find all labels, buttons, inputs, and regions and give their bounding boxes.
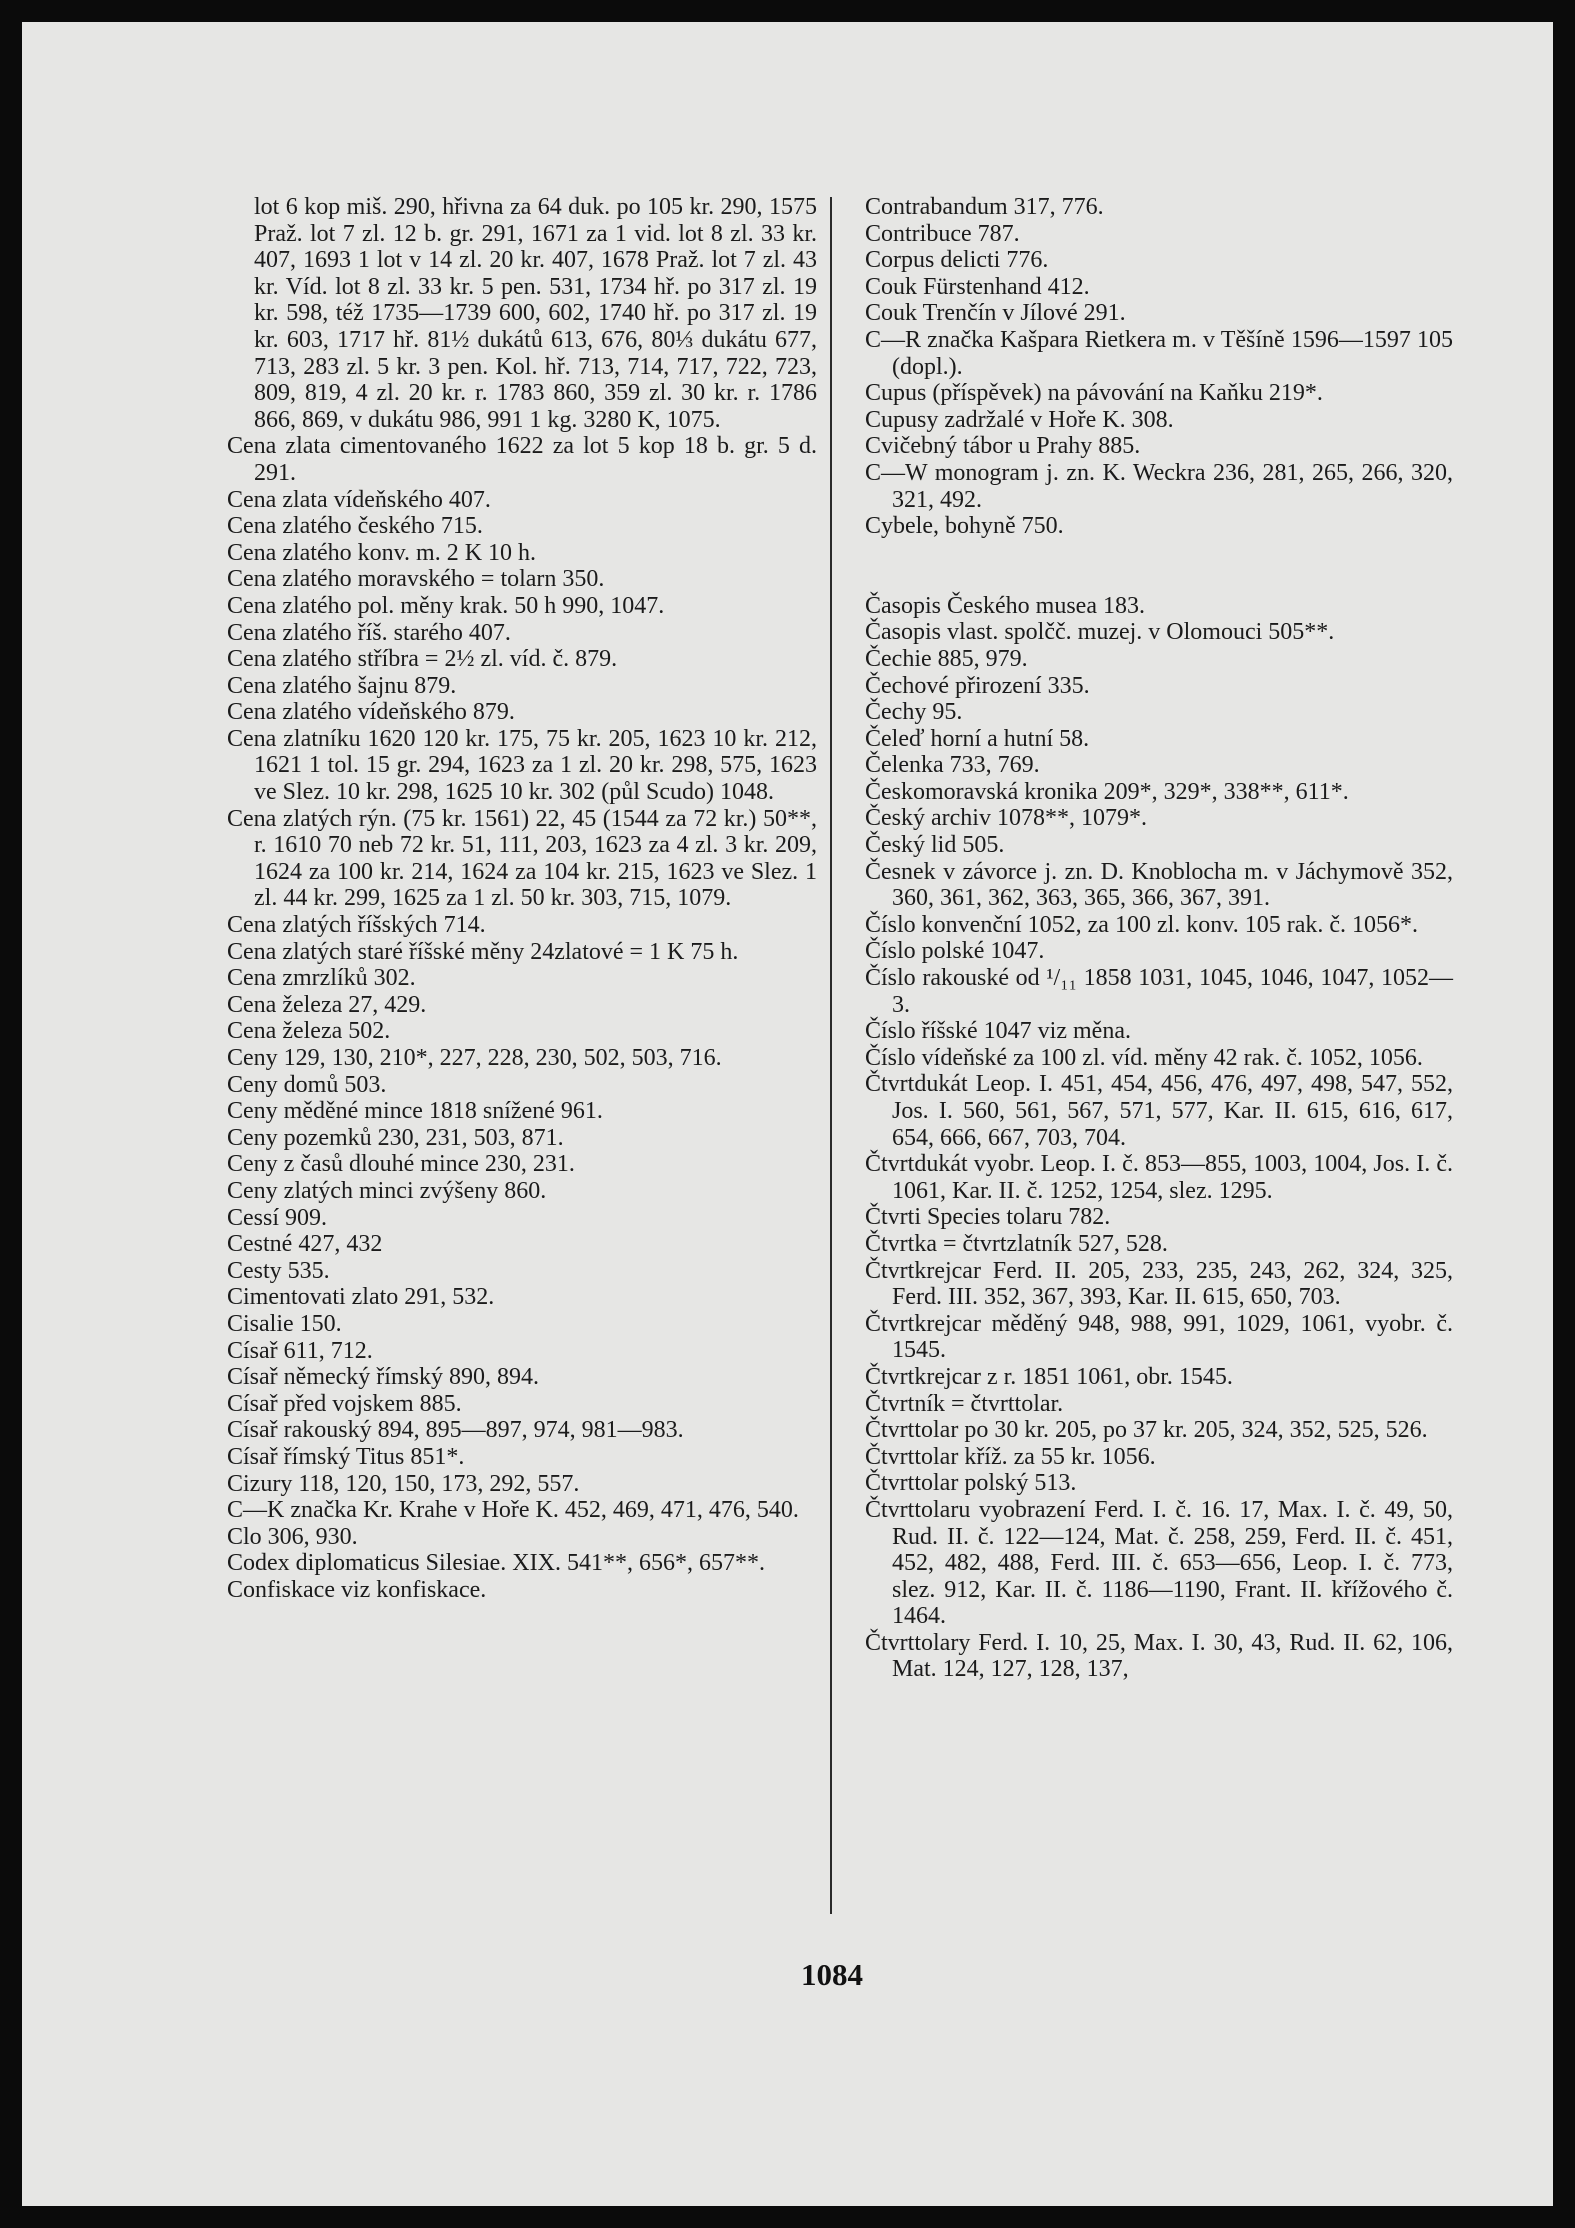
index-entry: Číslo polské 1047. (865, 938, 1045, 965)
index-entry: Čechie 885, 979. (865, 645, 1028, 672)
index-entry: Cena zlatých říšských 714. (227, 912, 486, 939)
index-entry: Contrabandum 317, 776. (865, 194, 1104, 220)
index-entry: Cena zlatého pol. měny krak. 50 h 990, 1047. (227, 592, 665, 619)
page-number: 1084 (801, 1957, 863, 1992)
index-entry: Český lid 505. (865, 832, 1005, 859)
index-entry: Cena zlatých staré říšské měny 24zlatové = 1 K 75 h. (227, 938, 739, 965)
index-entry: Ceny z časů dlouhé mince 230, 231. (227, 1151, 575, 1178)
index-entry: Česnek v závorce j. zn. D. Knoblocha m. v Jáchymově 352, 360, 361, 362, 363, 365, 366, 367, 391. (865, 858, 1453, 912)
index-entry: Cena zmrzlíků 302. (227, 965, 416, 992)
index-entry: Čtvrttolary Ferd. I. 10, 25, Max. I. 30, 43, Rud. II. 62, 106, Mat. 124, 127, 128, 137, (865, 1629, 1453, 1683)
index-entry: Contribuce 787. (865, 220, 1020, 247)
index-entry: Cimentovati zlato 291, 532. (227, 1284, 495, 1311)
index-entry: Cestné 427, 432 (227, 1231, 383, 1258)
index-entry: Cena železa 502. (227, 1018, 391, 1045)
index-entry: Cena zlatého říš. starého 407. (227, 619, 511, 646)
index-entry: Cupus (příspěvek) na pávování na Kaňku 219*. (865, 380, 1323, 407)
index-entry: Cupusy zadržalé v Hoře K. 308. (865, 406, 1174, 433)
index-entry: Codex diplomaticus Silesiae. XIX. 541**, 656*, 657**. (227, 1550, 765, 1577)
index-entry: Cena zlatníku 1620 120 kr. 175, 75 kr. 205, 1623 10 kr. 212, 1621 1 tol. 15 gr. 294, 1623 za 1 zl. 20 kr. 298, 575, 1623 ve Slez. 10 kr. 298, 1625 10 kr. 302 (půl Scudo) 1048. (227, 725, 817, 806)
right-column (865, 194, 1453, 1683)
index-entry: Číslo říšské 1047 viz měna. (865, 1018, 1131, 1045)
index-entry: Cvičebný tábor u Prahy 885. (865, 433, 1141, 460)
index-entry: Ceny 129, 130, 210*, 227, 228, 230, 502, 503, 716. (227, 1045, 722, 1071)
index-entry: Čtvrti Species tolaru 782. (865, 1204, 1111, 1231)
index-entry: Couk Fürstenhand 412. (865, 273, 1090, 300)
index-entry: Čtvrtkrejcar měděný 948, 988, 991, 1029, 1061, vyobr. č. 1545. (865, 1310, 1453, 1364)
index-entry: C—R značka Kašpara Rietkera m. v Těšíně 1596—1597 105 (dopl.). (865, 326, 1453, 380)
index-entry: Cybele, bohyně 750. (865, 513, 1064, 540)
index-entry: Čtvrttolar kříž. za 55 kr. 1056. (865, 1443, 1156, 1470)
index-entry: Číslo konvenční 1052, za 100 zl. konv. 105 rak. č. 1056*. (865, 911, 1419, 938)
index-entry: Cisalie 150. (227, 1310, 342, 1337)
index-entry: Český archiv 1078**, 1079*. (865, 805, 1147, 832)
book-page (22, 22, 1553, 2206)
index-entry: Čtvrtkrejcar Ferd. II. 205, 233, 235, 243, 262, 324, 325, Ferd. III. 352, 367, 393, Kar. II. 615, 650, 703. (865, 1257, 1453, 1311)
index-entry: Čtvrtdukát vyobr. Leop. I. č. 853—855, 1003, 1004, Jos. I. č. 1061, Kar. II. č. 1252, 1254, slez. 1295. (865, 1151, 1453, 1204)
index-entry: Císař římský Titus 851*. (227, 1443, 465, 1470)
index-entry: Corpus delicti 776. (865, 247, 1049, 274)
index-entry: Cena zlata cimentovaného 1622 za lot 5 kop 18 b. gr. 5 d. 291. (227, 433, 817, 486)
left-column (227, 194, 817, 1603)
index-entry: Čtvrtka = čtvrtzlatník 527, 528. (865, 1230, 1168, 1257)
index-entry: Ceny zlatých minci zvýšeny 860. (227, 1177, 547, 1204)
index-entry: Čelenka 733, 769. (865, 752, 1040, 779)
index-entry: Císař před vojskem 885. (227, 1390, 462, 1417)
index-entry: Cena zlatých rýn. (75 kr. 1561) 22, 45 (1544 za 72 kr.) 50**, r. 1610 70 neb 72 kr. 51, 111, 203, 1623 za 4 zl. 3 kr. 209, 1624 za 100 kr. 214, 1624 za 104 kr. 215, 1623 ve Slez. 1 zl. 44 kr. 299, 1625 za 1 zl. 50 kr. 303, 715, 1079. (227, 805, 817, 912)
index-entry: Cena zlatého stříbra = 2½ zl. víd. č. 879. (227, 646, 618, 673)
index-entry: Cena zlatého moravského = tolarn 350. (227, 566, 605, 593)
index-entry: Cena zlatého konv. m. 2 K 10 h. (227, 539, 537, 566)
index-entry: Cena zlatého šajnu 879. (227, 672, 457, 699)
index-entry: Ceny pozemků 230, 231, 503, 871. (227, 1124, 564, 1151)
index-entry: Čtvrtdukát Leop. I. 451, 454, 456, 476, 497, 498, 547, 552, Jos. I. 560, 561, 567, 571, 577, Kar. II. 615, 616, 617, 654, 666, 667, 703, 704. (865, 1071, 1453, 1151)
index-entry: Couk Trenčín v Jílové 291. (865, 300, 1126, 327)
index-entry: Císař rakouský 894, 895—897, 974, 981—983. (227, 1417, 684, 1444)
index-entry: C—K značka Kr. Krahe v Hoře K. 452, 469, 471, 476, 540. (227, 1497, 799, 1524)
index-entry: Čtvrtník = čtvrttolar. (865, 1390, 1064, 1417)
index-entry: Cizury 118, 120, 150, 173, 292, 557. (227, 1470, 580, 1497)
index-entry: Čechové přirození 335. (865, 672, 1090, 699)
index-entry: Ceny domů 503. (227, 1071, 387, 1098)
index-entry: C—W monogram j. zn. K. Weckra 236, 281, 265, 266, 320, 321, 492. (865, 459, 1453, 513)
index-entry: Cena zlatého českého 715. (227, 513, 483, 540)
index-entry: Cena železa 27, 429. (227, 991, 427, 1018)
index-entry: Českomoravská kronika 209*, 329*, 338**, 611*. (865, 778, 1349, 805)
index-entry: Časopis Českého musea 183. (865, 592, 1145, 619)
index-entry: Ceny měděné mince 1818 snížené 961. (227, 1098, 603, 1125)
index-entry: Confiskace viz konfiskace. (227, 1576, 487, 1603)
index-entry: Čechy 95. (865, 699, 963, 726)
index-entry: Čtvrttolar po 30 kr. 205, po 37 kr. 205, 324, 352, 525, 526. (865, 1417, 1428, 1444)
index-entry: Číslo vídeňské za 100 zl. víd. měny 42 rak. č. 1052, 1056. (865, 1044, 1423, 1071)
index-entry: Císař 611, 712. (227, 1337, 373, 1364)
index-entry: Cena zlata vídeňského 407. (227, 486, 491, 513)
index-entry: lot 6 kop miš. 290, hřivna za 64 duk. po 105 kr. 290, 1575 Praž. lot 7 zl. 12 b. gr. 291, 1671 za 1 vid. lot 8 zl. 33 kr. 407, 1693 1 lot v 14 zl. 20 kr. 407, 1678 Praž. lot 7 zl. 43 kr. Víd. lot 8 zl. 33 kr. 5 pen. 531, 1734 hř. po 317 zl. 19 kr. 598, též 1735—1739 600, 602, 1740 hř. po 317 zl. 19 kr. 603, 1717 hř. 81½ dukátů 613, 676, 80⅓ dukátu 677, 713, 283 zl. 5 kr. 3 pen. Kol. hř. 713, 714, 717, 722, 723, 809, 819, 4 zl. 20 kr. r. 1783 860, 359 zl. 30 kr. r. 1786 866, 869, v dukátu 986, 991 1 kg. 3280 K, 1075. (254, 194, 817, 433)
index-entry: Cena zlatého vídeňského 879. (227, 699, 515, 726)
index-entry: Čtvrtkrejcar z r. 1851 1061, obr. 1545. (865, 1363, 1233, 1390)
index-entry: Císař německý římský 890, 894. (227, 1364, 539, 1391)
index-entry: Cessí 909. (227, 1204, 328, 1231)
column-divider (830, 197, 832, 1914)
index-entry: Clo 306, 930. (227, 1523, 358, 1550)
index-entry: Cesty 535. (227, 1257, 330, 1284)
index-entry: Číslo rakouské od ¹/₁₁ 1858 1031, 1045, 1046, 1047, 1052—3. (865, 965, 1453, 1018)
index-entry: Čtvrttolar polský 513. (865, 1470, 1077, 1497)
index-entry: Časopis vlast. spolčč. muzej. v Olomouci 505**. (865, 619, 1335, 646)
index-entry: Čeleď horní a hutní 58. (865, 725, 1090, 752)
index-entry: Čtvrttolaru vyobrazení Ferd. I. č. 16. 17, Max. I. č. 49, 50, Rud. II. č. 122—124, Mat. č. 258, 259, Ferd. II. č. 451, 452, 482, 488, Ferd. III. č. 653—656, Leop. I. č. 773, slez. 912, Kar. II. č. 1186—1190, Frant. II. křížového č. 1464. (865, 1496, 1453, 1630)
